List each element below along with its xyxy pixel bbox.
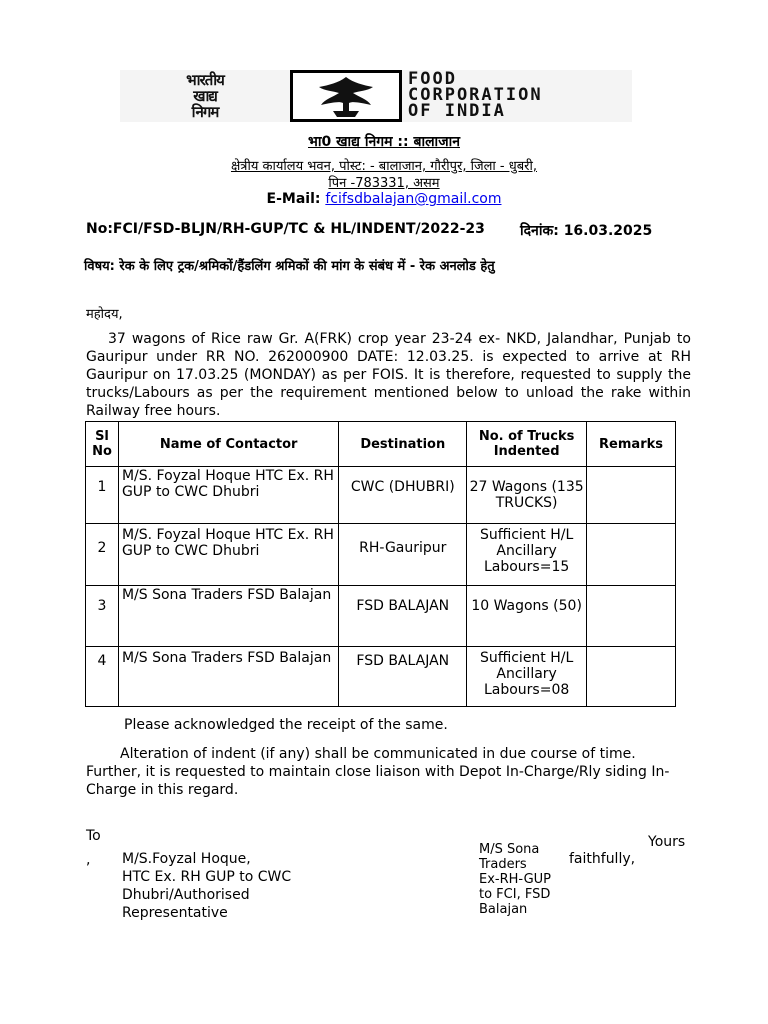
table-header-row (86, 422, 676, 467)
salutation: महोदय, (86, 307, 123, 322)
cell-slno: 1 (86, 467, 119, 524)
indent-table (85, 421, 676, 707)
cell-slno: 2 (86, 524, 119, 586)
acknowledge-text: Please acknowledged the receipt of the same. (124, 717, 448, 733)
cell-contractor: M/S. Foyzal Hoque HTC Ex. RH GUP to CWC Dhubri (118, 467, 338, 524)
address-line-2-text: पिन -783331, असम (328, 176, 440, 191)
table-row (86, 524, 676, 586)
cell-remarks (587, 524, 676, 586)
subject-line: विषय: रेक के लिए ट्रक/श्रमिकों/हैंडलिंग श्रमिकों की मांग के संबंध में - रेक अनलोड हेतु (84, 259, 495, 274)
header-destination: Destination (339, 422, 467, 467)
cell-slno: 3 (86, 586, 119, 647)
date-value: 16.03.2025 (563, 223, 653, 239)
body-paragraph: 37 wagons of Rice raw Gr. A(FRK) crop year 23-24 ex- NKD, Jalandhar, Punjab to Gauripur under RR NO. 262000900 DATE: 12.03.25. is expected to arrive at RH Gauripur on 17.03.25 (MONDAY) as per FOIS. It is therefore, requested to supply the trucks/Labours as per the requirement mentioned below to unload the rake within Railway free hours. (86, 331, 691, 419)
recipient-line: Dhubri/Authorised (122, 887, 250, 903)
address-line-1-text: क्षेत्रीय कार्यालय भवन, पोस्ट: - बालाजान, गौरीपुर, जिला - धुबरी, (230, 159, 537, 174)
email-link[interactable]: fcifsdbalajan@gmail.com (325, 191, 502, 207)
cell-remarks (587, 467, 676, 524)
closing-faithfully: faithfully, (569, 851, 636, 867)
second-recipient-line: Ex-RH-GUP (479, 872, 552, 887)
table-row (86, 647, 676, 707)
cell-trucks: Sufficient H/L Ancillary Labours=15 (467, 524, 587, 586)
cell-remarks (587, 647, 676, 707)
table-row (86, 467, 676, 524)
logo-hindi-text (120, 70, 290, 122)
cell-slno: 4 (86, 647, 119, 707)
second-recipient-line: M/S Sona (479, 842, 540, 857)
to-label: To (86, 828, 101, 844)
email-line (0, 191, 768, 207)
cell-destination: CWC (DHUBRI) (339, 467, 467, 524)
logo-hindi-line: भारतीय (186, 71, 224, 89)
logo-english-text (408, 71, 632, 119)
logo-english-line: FOOD (408, 69, 457, 89)
logo-english-line: OF INDIA (408, 101, 506, 121)
office-title-text: भा0 खाद्य निगम :: बालाजान (308, 134, 460, 150)
header-trucks: No. of Trucks Indented (467, 422, 587, 467)
email-label: E-Mail: (266, 191, 321, 207)
office-title (0, 132, 768, 151)
date-label: दिनांक: (520, 223, 559, 239)
alteration-paragraph: Alteration of indent (if any) shall be communicated in due course of time. Further, it is requested to maintain close liaison with Depot In-Charge/Rly siding In-Charge in this regard. (86, 746, 670, 798)
letterhead-logo (120, 70, 632, 122)
address-line-1 (0, 156, 768, 174)
recipient-line: HTC Ex. RH GUP to CWC (122, 869, 292, 885)
table-row (86, 586, 676, 647)
second-recipient (479, 842, 559, 917)
logo-english-line: CORPORATION (408, 85, 543, 105)
cell-destination: FSD BALAJAN (339, 586, 467, 647)
to-comma: , (86, 852, 91, 868)
cell-contractor: M/S. Foyzal Hoque HTC Ex. RH GUP to CWC Dhubri (118, 524, 338, 586)
cell-destination: RH-Gauripur (339, 524, 467, 586)
cell-trucks: Sufficient H/L Ancillary Labours=08 (467, 647, 587, 707)
address-line-2 (0, 173, 768, 191)
cell-destination: FSD BALAJAN (339, 647, 467, 707)
recipient-line: M/S.Foyzal Hoque, (122, 851, 251, 867)
recipient-address (122, 850, 291, 922)
logo-hindi-line: खाद्य (193, 87, 217, 105)
cell-contractor: M/S Sona Traders FSD Balajan (118, 647, 338, 707)
reference-date (520, 221, 652, 240)
header-contractor: Name of Contactor (118, 422, 338, 467)
header-remarks: Remarks (587, 422, 676, 467)
header-slno: Sl No (86, 422, 119, 467)
cell-remarks (587, 586, 676, 647)
cell-trucks: 27 Wagons (135 TRUCKS) (467, 467, 587, 524)
cell-contractor: M/S Sona Traders FSD Balajan (118, 586, 338, 647)
reference-number: No:FCI/FSD-BLJN/RH-GUP/TC & HL/INDENT/2022-23 (86, 221, 485, 237)
logo-hindi-line: निगम (191, 103, 219, 121)
fci-emblem-icon (290, 70, 402, 122)
cell-trucks: 10 Wagons (50) (467, 586, 587, 647)
closing-yours: Yours (648, 834, 686, 850)
second-recipient-line: to FCI, FSD (479, 887, 551, 902)
recipient-line: Representative (122, 905, 228, 921)
second-recipient-line: Traders (479, 857, 527, 872)
second-recipient-line: Balajan (479, 902, 528, 917)
